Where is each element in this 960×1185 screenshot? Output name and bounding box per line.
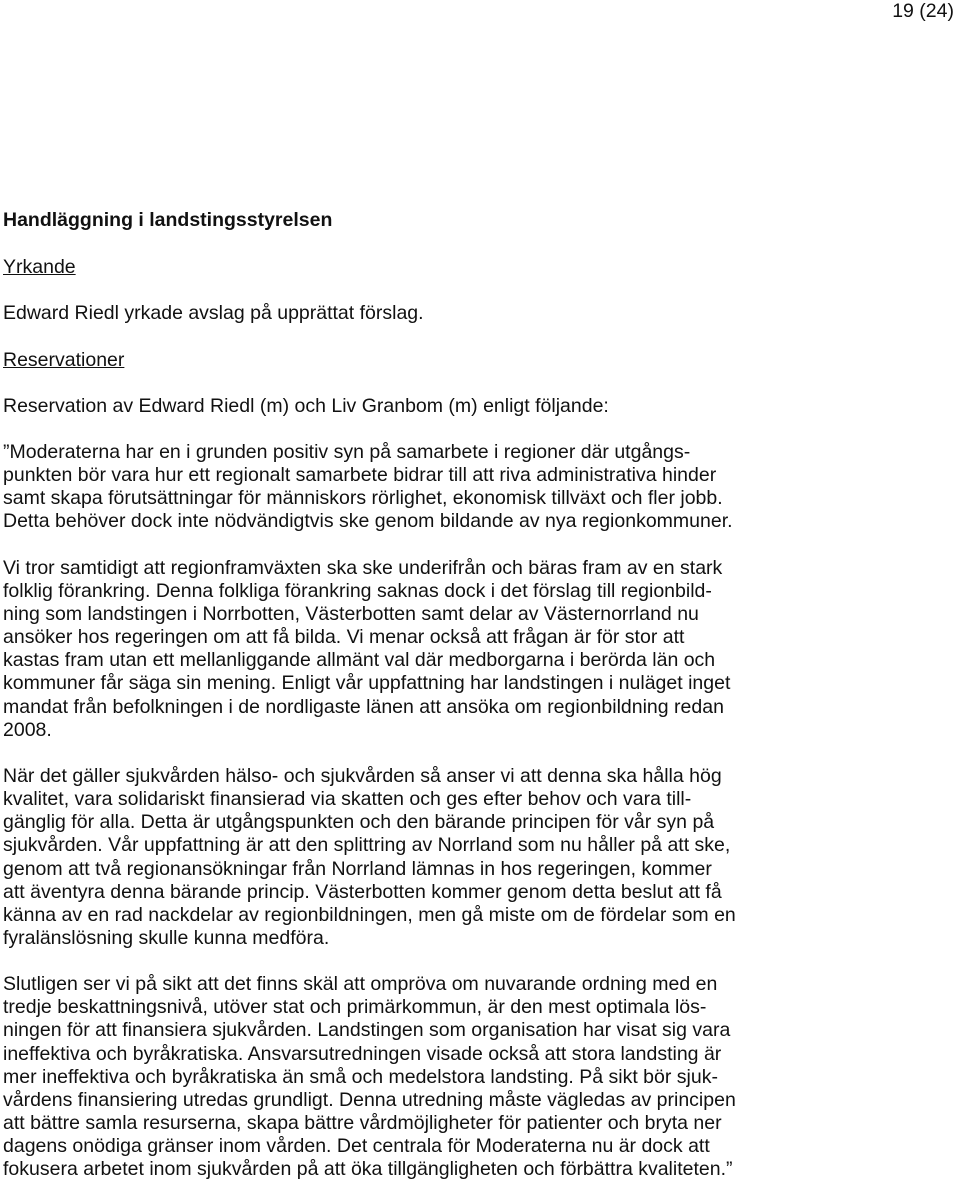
text-line: 2008. xyxy=(3,718,52,741)
text-line: ning som landstingen i Norrbotten, Västerbotten samt delar av Västernorrland nu xyxy=(3,602,699,625)
text-line: ansöker hos regeringen om att få bilda. Vi menar också att frågan är för stor att xyxy=(3,626,685,649)
text-line: känna av en rad nackdelar av regionbildningen, men gå miste om de fördelar som en xyxy=(3,903,736,926)
document-body xyxy=(3,208,943,1182)
page-number: 19 (24) xyxy=(892,0,954,22)
text-line: vårdens finansiering utredas grundligt. Denna utredning måste vägledas av principen xyxy=(3,1088,736,1111)
body-paragraph xyxy=(3,765,943,950)
yrkande-text: Edward Riedl yrkade avslag på upprättat förslag. xyxy=(3,302,424,324)
text-line: genom att två regionansökningar från Norrland lämnas in hos regeringen, kommer xyxy=(3,857,712,880)
text-line: fyralänslösning skulle kunna medföra. xyxy=(3,926,330,949)
reservation-text xyxy=(3,441,943,1182)
text-line: dagens onödiga gränser inom vården. Det centrala för Moderaterna nu är dock att xyxy=(3,1135,710,1158)
text-line: sjukvården. Vår uppfattning är att den splittring av Norrland som nu håller på att ske, xyxy=(3,834,731,857)
reservationer-heading: Reservationer xyxy=(3,349,125,371)
body-paragraph xyxy=(3,441,943,534)
text-line: mandat från befolkningen i de nordligaste länen att ansöka om regionbildning redan xyxy=(3,695,724,718)
text-line: gänglig för alla. Detta är utgångspunkten och den bärande principen för vår syn på xyxy=(3,811,715,834)
section-heading: Handläggning i landstingsstyrelsen xyxy=(3,209,333,231)
body-paragraph xyxy=(3,557,943,742)
text-line: Slutligen ser vi på sikt att det finns skäl att ompröva om nuvarande ordning med en xyxy=(3,973,718,996)
body-paragraph xyxy=(3,973,943,1181)
text-line: kastas fram utan ett mellanliggande allmänt val där medborgarna i berörda län och xyxy=(3,649,716,672)
text-line: tredje beskattningsnivå, utöver stat och primärkommun, är den mest optimala lös- xyxy=(3,996,707,1019)
text-line: Detta behöver dock inte nödvändigtvis ske genom bildande av nya regionkommuner. xyxy=(3,510,733,533)
text-line: mer ineffektiva och byråkratiska än små och medelstora landsting. På sikt bör sjuk- xyxy=(3,1065,718,1088)
text-line: fokusera arbetet inom sjukvården på att öka tillgängligheten och förbättra kvaliteten.” xyxy=(3,1158,733,1181)
reservation-intro: Reservation av Edward Riedl (m) och Liv Granbom (m) enligt följande: xyxy=(3,395,609,417)
text-line: att bättre samla resurserna, skapa bättre vårdmöjligheter för patienter och bryta ner xyxy=(3,1112,722,1135)
yrkande-heading: Yrkande xyxy=(3,256,76,278)
text-line: Vi tror samtidigt att regionframväxten ska ske underifrån och bäras fram av en stark xyxy=(3,556,723,579)
text-line: punkten bör vara hur ett regionalt samarbete bidrar till att riva administrativa hinder xyxy=(3,464,717,487)
text-line: samt skapa förutsättningar för människors rörlighet, ekonomisk tillväxt och fler jobb. xyxy=(3,487,723,510)
text-line: När det gäller sjukvården hälso- och sjukvården så anser vi att denna ska hålla hög xyxy=(3,764,722,787)
text-line: ineffektiva och byråkratiska. Ansvarsutredningen visade också att stora landsting är xyxy=(3,1042,722,1065)
text-line: att äventyra denna bärande princip. Västerbotten kommer genom detta beslut att få xyxy=(3,880,722,903)
text-line: kvalitet, vara solidariskt finansierad via skatten och ges efter behov och vara till- xyxy=(3,788,692,811)
text-line: folklig förankring. Denna folkliga förankring saknas dock i det förslag till regionbild- xyxy=(3,579,712,602)
text-line: kommuner får säga sin mening. Enligt vår uppfattning har landstingen i nuläget inget xyxy=(3,672,731,695)
text-line: ningen för att finansiera sjukvården. Landstingen som organisation har visat sig vara xyxy=(3,1019,731,1042)
text-line: ”Moderaterna har en i grunden positiv syn på samarbete i regioner där utgångs- xyxy=(3,441,691,463)
